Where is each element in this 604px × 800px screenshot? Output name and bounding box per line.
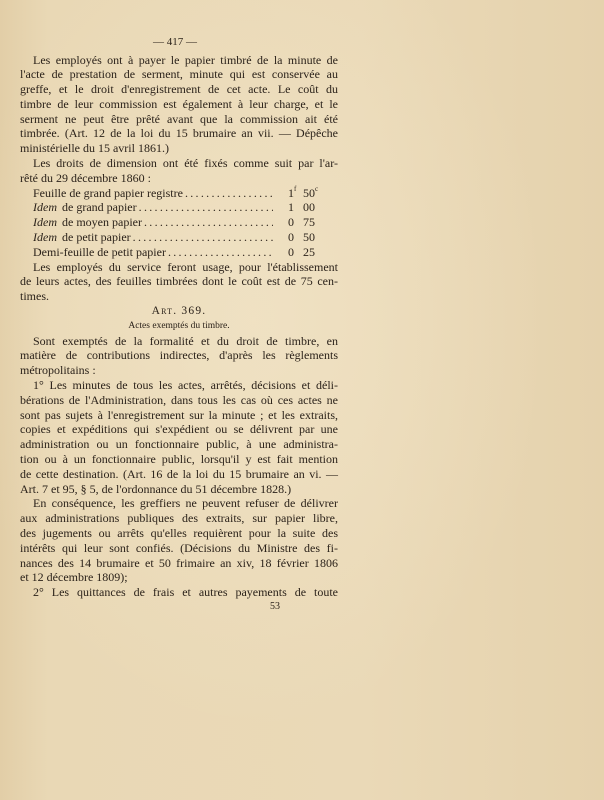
text-line: bérations de l'Administration, dans tous les cas où ces actes ne [20,392,338,407]
paragraph-item-2 [20,585,338,600]
text-line: serment ne peut être prêté avant que la commission ait été [20,111,338,126]
rate-amount [287,245,321,260]
rate-centimes-unit [315,226,321,241]
text-body [20,53,338,615]
rate-name [33,245,273,260]
text-line: administration ou un fonctionnaire public, à une administra- [20,437,338,452]
text-line: de leurs actes, des feuilles timbrées dont le coût est de 75 cen- [20,274,338,289]
rate-centimes: 25 [303,244,315,259]
article-subtitle: Actes exemptés du timbre. [128,320,230,331]
paragraph-item-1 [20,378,338,496]
rate-label: Demi-feuille de petit papier [33,244,166,259]
rate-centimes-unit [315,196,321,211]
rate-label: de grand papier [62,200,137,215]
text-line: copies et expéditions qui s'expédient ou se délivrent par une [20,422,338,437]
rates-table [20,186,338,260]
text-line: timbre de leur commission est également à leur charge, et le [20,96,338,111]
text-line: métropolitains : [20,363,96,378]
rate-name [33,215,273,230]
rate-francs: 1 [288,185,294,200]
rate-francs-unit: f [294,184,297,193]
text-line: 1° Les minutes de tous les actes, arrêtés, décisions et déli- [33,378,338,393]
rate-centimes-unit: c [315,184,319,193]
dot-leader [139,200,273,215]
paragraph-dimension-intro [20,156,338,186]
rate-name [33,200,273,215]
rate-centimes: 75 [303,215,315,230]
text-line: En conséquence, les greffiers ne peuvent refuser de délivrer [33,496,338,511]
text-line: matière de contributions indirectes, d'après les règlements [20,348,338,363]
text-line: Les employés ont à payer le papier timbré de la minute de [33,52,338,67]
rate-francs-unit [294,196,300,211]
rate-francs-unit [294,226,300,241]
paragraph-stamp-fees [20,53,338,157]
rate-prefix: Idem [33,230,57,245]
rate-francs-unit [294,241,300,256]
rate-label: de moyen papier [62,215,142,230]
dot-leader [168,245,273,260]
page-number: — 417 — [153,36,197,48]
printer-signature: 53 [270,600,280,612]
text-line: rêté du 29 décembre 1860 : [20,170,151,185]
rate-prefix: Idem [33,200,57,215]
rate-row [20,245,338,260]
paragraph-exemptions-intro [20,334,338,378]
rate-centimes: 50 [303,230,315,245]
text-line: Les employés du service feront usage, pour l'établissement [33,259,338,274]
rate-francs: 0 [288,230,294,245]
rate-francs-unit [294,211,300,226]
rate-name [33,230,273,245]
text-line: Art. 7 et 95, § 5, de l'ordonnance du 51 décembre 1828.) [20,481,292,496]
text-line: l'acte de prestation de serment, minute qui est conservée au [20,67,338,82]
rate-row [20,215,338,230]
dot-leader [133,230,273,245]
text-line: 2° Les quittances de frais et autres payements de toute [33,585,338,600]
rate-name [33,186,273,201]
text-line: intérêts qui leur sont confiés. (Décisions du Ministre des fi- [20,540,338,555]
text-line: des jugements ou arrêts qu'elles requièrent pour la suite des [20,526,338,540]
dot-leader [144,215,273,230]
article-heading: Art. 369. [151,305,207,318]
rate-centimes: 50 [303,185,315,200]
rate-francs: 0 [288,215,294,230]
dot-leader [185,186,273,201]
text-line: ministérielle du 15 avril 1861.) [20,141,169,156]
text-line: Sont exemptés de la formalité et du droit de timbre, en [33,333,338,348]
paragraph-consequence [20,496,338,585]
rate-label: de petit papier [62,230,131,245]
text-line: Les droits de dimension ont été fixés comme suit par l'ar- [33,156,338,171]
rate-row [20,230,338,245]
text-line: et 12 décembre 1809); [20,570,128,585]
text-line: nances des 14 brumaire et 50 frimaire an xiv, 18 février 1806 [20,555,338,570]
text-line: tion ou à un fonctionnaire public, lorsqu'il y est fait mention [20,452,338,467]
text-line: aux administrations publiques des extraits, sur papier libre, [20,511,338,526]
rate-row [20,200,338,215]
rate-francs: 0 [288,244,294,259]
rate-centimes-unit [315,241,321,256]
rate-francs: 1 [288,200,294,215]
rate-prefix: Idem [33,215,57,230]
paragraph-usage [20,260,338,304]
rate-label: Feuille de grand papier registre [33,185,183,200]
text-line: timbrée. (Art. 12 de la loi du 15 brumaire an vii. — Dépêche [20,126,338,141]
text-line: sont pas sujets à l'enregistrement sur la minute ; et les extraits, [20,407,338,422]
text-line: greffe, et le droit d'enregistrement de cet acte. Le coût du [20,82,338,97]
rate-centimes: 00 [303,200,315,215]
text-line: de cette destination. (Art. 16 de la loi du 15 brumaire an vi. — [20,466,338,481]
rate-centimes-unit [315,211,321,226]
rate-row [20,186,338,201]
text-line: times. [20,289,49,304]
